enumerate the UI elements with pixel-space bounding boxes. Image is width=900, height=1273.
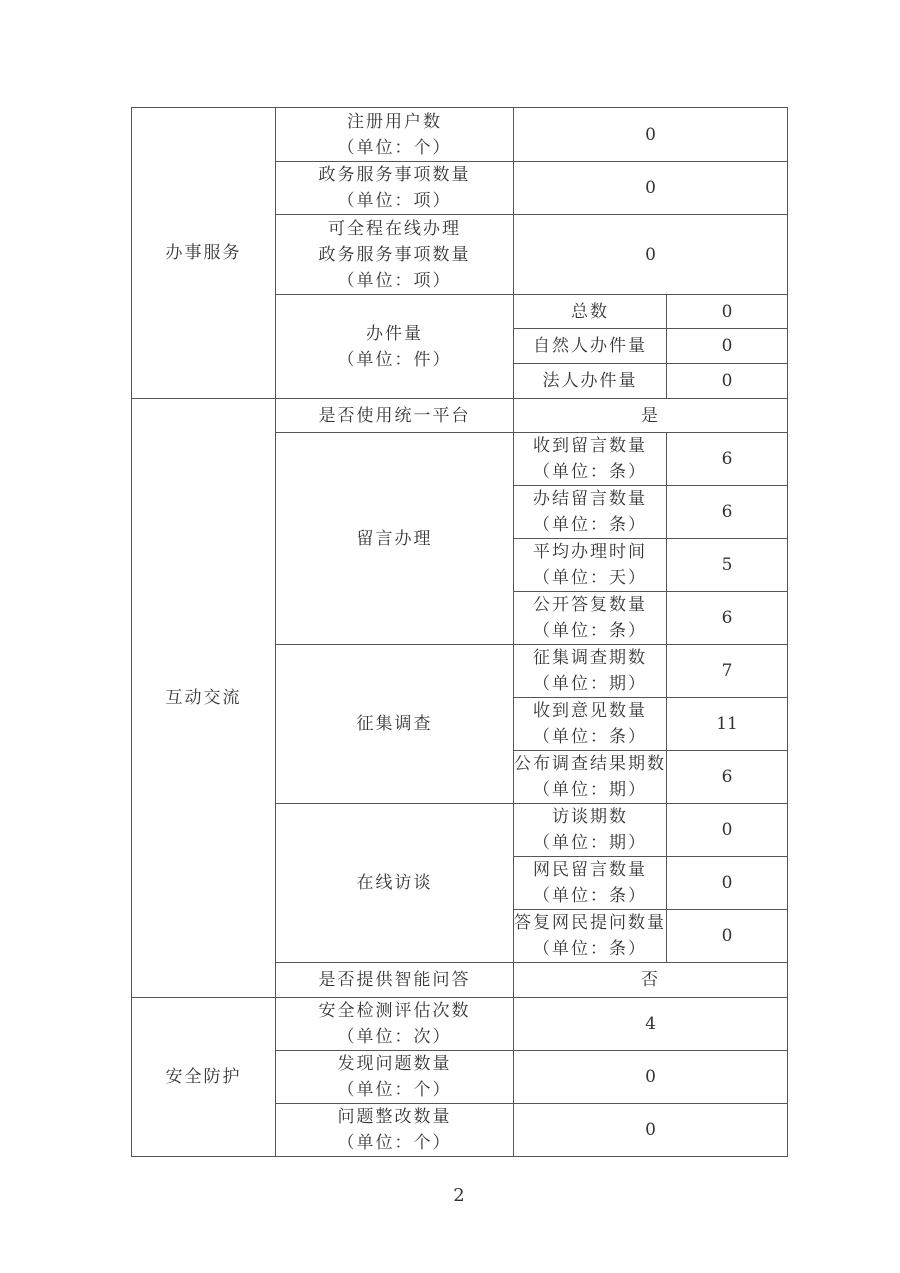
item-cell-smart-qa bbox=[276, 963, 514, 998]
subitem-cell-total bbox=[514, 295, 667, 329]
subitem-unit: （单位：条） bbox=[533, 939, 647, 959]
value-cell bbox=[667, 804, 788, 857]
item-label: 问题整改数量 bbox=[337, 1107, 452, 1127]
item-unit: （单位：项） bbox=[337, 191, 452, 211]
subitem-unit: （单位：条） bbox=[533, 886, 647, 906]
section-label: 办事服务 bbox=[165, 243, 242, 263]
subitem-label: 收到留言数量 bbox=[533, 436, 647, 456]
item-unit: （单位：次） bbox=[337, 1027, 452, 1047]
subitem-cell-messages-received bbox=[514, 433, 667, 486]
value-text: 7 bbox=[721, 661, 733, 681]
section-cell-services bbox=[132, 108, 276, 399]
item-label: 是否提供智能问答 bbox=[318, 970, 471, 990]
subitem-label: 办结留言数量 bbox=[533, 489, 647, 509]
subitem-label: 公布调查结果期数 bbox=[514, 754, 666, 774]
item-cell-unified-platform bbox=[276, 399, 514, 433]
subitem-cell-public-replies bbox=[514, 592, 667, 645]
value-text: 0 bbox=[645, 244, 656, 265]
item-cell-security-assessments bbox=[276, 998, 514, 1051]
value-text: 否 bbox=[641, 970, 660, 990]
value-cell bbox=[667, 857, 788, 910]
item-label: 是否使用统一平台 bbox=[318, 405, 471, 426]
item-label: 注册用户数 bbox=[347, 111, 442, 132]
subitem-unit: （单位：天） bbox=[533, 568, 647, 588]
value-text: 0 bbox=[721, 371, 733, 391]
item-cell-service-items bbox=[276, 162, 514, 215]
item-cell-problems-found bbox=[276, 1051, 514, 1104]
item-cell-surveys bbox=[276, 645, 514, 804]
subitem-cell-results-published bbox=[514, 751, 667, 804]
section-cell-interaction bbox=[132, 399, 276, 998]
item-label: 办件量 bbox=[366, 323, 423, 344]
value-cell bbox=[667, 329, 788, 364]
value-cell bbox=[514, 1104, 788, 1157]
subitem-unit: （单位：条） bbox=[533, 462, 647, 482]
item-label: 征集调查 bbox=[356, 714, 433, 734]
item-label: 留言办理 bbox=[356, 528, 433, 549]
value-cell bbox=[514, 215, 788, 295]
subitem-cell-questions-answered bbox=[514, 910, 667, 963]
page-number: 2 bbox=[453, 1185, 465, 1206]
subitem-cell-netizen-messages bbox=[514, 857, 667, 910]
value-text: 5 bbox=[721, 555, 733, 575]
value-text: 6 bbox=[721, 608, 733, 628]
value-cell bbox=[514, 963, 788, 998]
item-label-line2: 政务服务事项数量 bbox=[318, 244, 471, 265]
subitem-unit: （单位：条） bbox=[533, 515, 647, 535]
item-cell-problems-rectified bbox=[276, 1104, 514, 1157]
item-cell-message-handling bbox=[276, 433, 514, 645]
item-cell-registered-users bbox=[276, 108, 514, 162]
value-text: 11 bbox=[716, 714, 738, 734]
item-unit: （单位：个） bbox=[337, 137, 452, 158]
value-text: 0 bbox=[645, 1120, 656, 1140]
subitem-label: 征集调查期数 bbox=[533, 648, 647, 668]
item-label: 政务服务事项数量 bbox=[318, 165, 471, 185]
subitem-unit: （单位：期） bbox=[533, 674, 647, 694]
subitem-cell-messages-completed bbox=[514, 486, 667, 539]
value-text: 0 bbox=[645, 178, 656, 198]
subitem-cell-natural-person bbox=[514, 329, 667, 364]
item-label: 在线访谈 bbox=[356, 873, 433, 893]
value-text: 0 bbox=[721, 873, 733, 893]
item-unit: （单位：项） bbox=[337, 270, 452, 291]
value-cell bbox=[514, 162, 788, 215]
item-label-line1: 可全程在线办理 bbox=[328, 218, 461, 239]
subitem-cell-survey-periods bbox=[514, 645, 667, 698]
value-text: 4 bbox=[645, 1014, 656, 1034]
value-cell bbox=[514, 998, 788, 1051]
value-cell bbox=[667, 295, 788, 329]
subitem-label: 网民留言数量 bbox=[533, 860, 647, 880]
item-unit: （单位：个） bbox=[337, 1080, 452, 1100]
value-cell bbox=[514, 1051, 788, 1104]
subitem-label: 平均办理时间 bbox=[533, 542, 647, 562]
value-text: 6 bbox=[721, 449, 733, 469]
value-cell bbox=[667, 645, 788, 698]
subitem-cell-legal-person bbox=[514, 364, 667, 399]
value-text: 0 bbox=[721, 820, 733, 840]
section-label: 安全防护 bbox=[165, 1067, 242, 1087]
item-unit: （单位：个） bbox=[337, 1133, 452, 1153]
subitem-label: 收到意见数量 bbox=[533, 701, 647, 721]
subitem-unit: （单位：期） bbox=[533, 833, 647, 853]
value-cell bbox=[667, 486, 788, 539]
value-cell bbox=[667, 592, 788, 645]
subitem-label: 自然人办件量 bbox=[533, 336, 647, 356]
subitem-label: 法人办件量 bbox=[542, 371, 638, 391]
item-cell-online-interviews bbox=[276, 804, 514, 963]
value-text: 6 bbox=[721, 502, 733, 522]
value-cell bbox=[667, 364, 788, 399]
value-text: 0 bbox=[645, 1067, 656, 1087]
subitem-unit: （单位：条） bbox=[533, 621, 647, 641]
subitem-cell-avg-handling-time bbox=[514, 539, 667, 592]
section-label: 互动交流 bbox=[165, 688, 242, 708]
value-text: 0 bbox=[721, 336, 733, 356]
subitem-label: 总数 bbox=[571, 301, 609, 322]
value-text: 6 bbox=[721, 767, 733, 787]
item-label: 安全检测评估次数 bbox=[318, 1001, 471, 1021]
item-cell-online-items bbox=[276, 215, 514, 295]
subitem-cell-interview-periods bbox=[514, 804, 667, 857]
value-cell bbox=[667, 698, 788, 751]
value-text: 0 bbox=[645, 124, 656, 145]
value-text: 0 bbox=[721, 926, 733, 946]
value-cell bbox=[667, 433, 788, 486]
subitem-label: 访谈期数 bbox=[552, 807, 628, 827]
subitem-unit: （单位：期） bbox=[533, 780, 647, 800]
value-cell bbox=[514, 108, 788, 162]
section-cell-security bbox=[132, 998, 276, 1157]
report-table bbox=[131, 107, 788, 1157]
value-cell bbox=[667, 539, 788, 592]
subitem-label: 答复网民提问数量 bbox=[514, 913, 666, 933]
subitem-cell-opinions-received bbox=[514, 698, 667, 751]
subitem-label: 公开答复数量 bbox=[533, 595, 647, 615]
item-label: 发现问题数量 bbox=[337, 1054, 452, 1074]
item-unit: （单位：件） bbox=[337, 349, 452, 370]
value-cell bbox=[514, 399, 788, 433]
value-text: 0 bbox=[721, 301, 733, 322]
item-cell-case-volume bbox=[276, 295, 514, 399]
value-cell bbox=[667, 751, 788, 804]
value-cell bbox=[667, 910, 788, 963]
subitem-unit: （单位：条） bbox=[533, 727, 647, 747]
value-text: 是 bbox=[641, 405, 660, 426]
